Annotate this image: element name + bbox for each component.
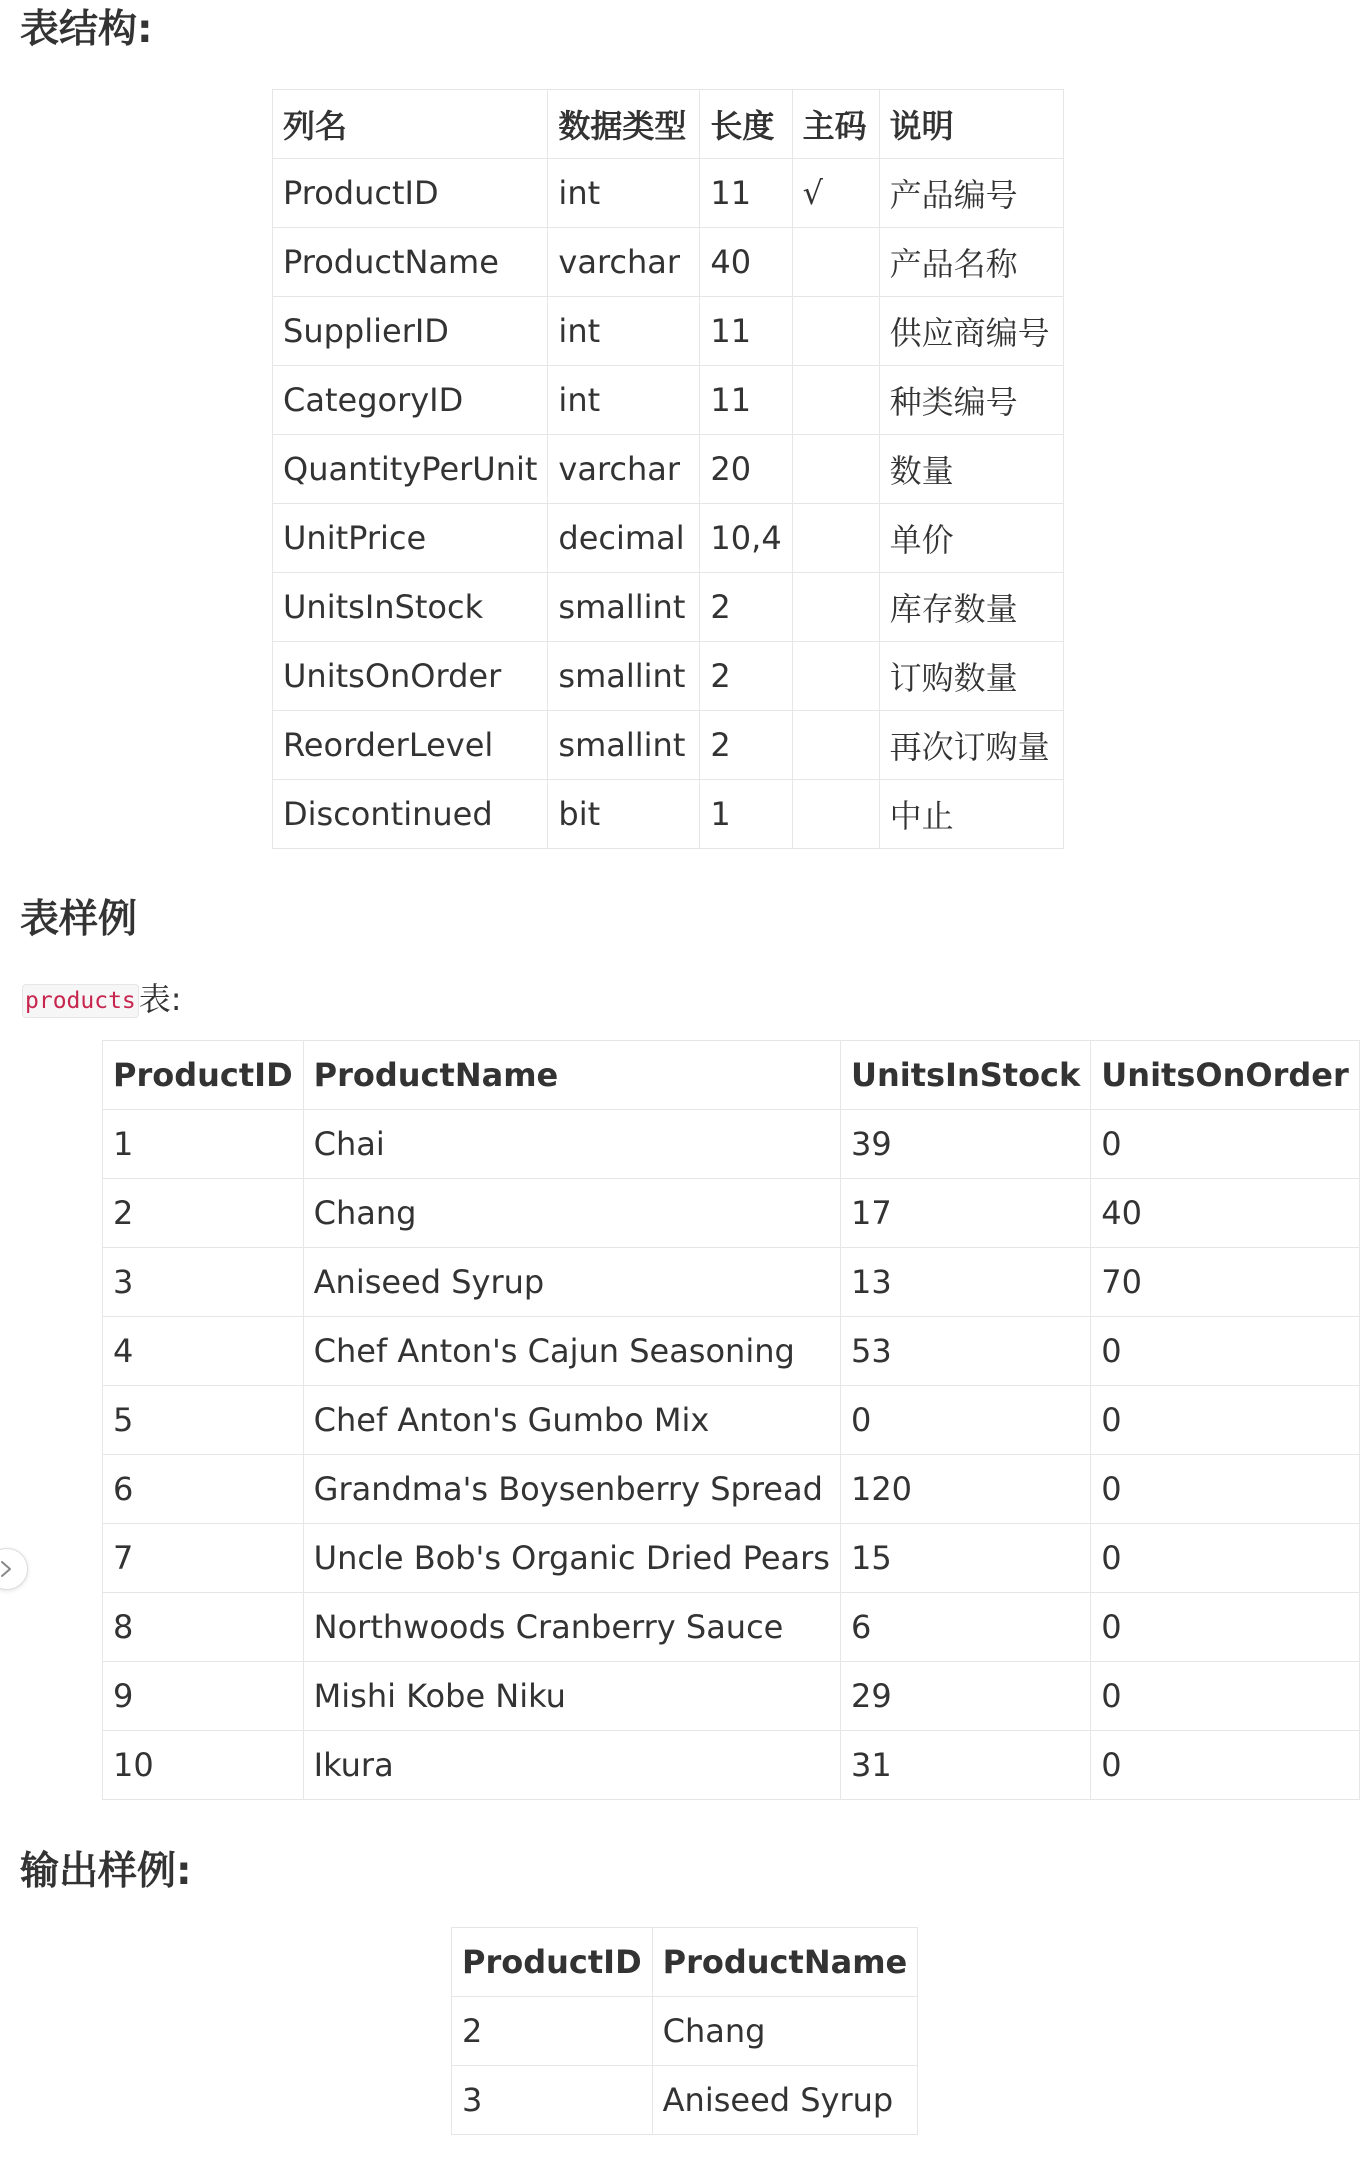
caption-suffix: 表:: [138, 980, 182, 1018]
table-cell: Uncle Bob's Organic Dried Pears: [303, 1524, 840, 1593]
table-cell: 2: [103, 1179, 304, 1248]
table-row: [452, 2066, 918, 2135]
table-cell: Chai: [303, 1110, 840, 1179]
table-cell: 0: [1091, 1662, 1359, 1731]
table-row: [273, 642, 1064, 711]
table-cell: Ikura: [303, 1731, 840, 1800]
table-row: [103, 1386, 1360, 1455]
table-cell: varchar: [548, 228, 700, 297]
table-row: [103, 1179, 1360, 1248]
table-cell: 40: [1091, 1179, 1359, 1248]
table-cell: 0: [1091, 1455, 1359, 1524]
sample-table: [102, 1040, 1360, 1800]
table-cell: ProductName: [273, 228, 548, 297]
table-cell: 0: [1091, 1317, 1359, 1386]
table-cell: 10,4: [700, 504, 792, 573]
table-cell: [792, 228, 879, 297]
table-row: [273, 435, 1064, 504]
table-cell: Chang: [303, 1179, 840, 1248]
table-cell: [792, 297, 879, 366]
table-row: [273, 711, 1064, 780]
table-cell: 库存数量: [879, 573, 1063, 642]
header-cell: 长度: [700, 90, 792, 159]
header-cell: UnitsOnOrder: [1091, 1041, 1359, 1110]
table-cell: 0: [1091, 1524, 1359, 1593]
table-cell: 7: [103, 1524, 304, 1593]
table-cell: 供应商编号: [879, 297, 1063, 366]
table-cell: bit: [548, 780, 700, 849]
table-cell: [792, 366, 879, 435]
table-cell: Aniseed Syrup: [303, 1248, 840, 1317]
output-table: [451, 1927, 918, 2135]
table-cell: Chef Anton's Gumbo Mix: [303, 1386, 840, 1455]
header-cell: 数据类型: [548, 90, 700, 159]
table-cell: int: [548, 366, 700, 435]
table-cell: 39: [840, 1110, 1090, 1179]
output-heading: 输出样例:: [20, 1849, 192, 1894]
table-cell: Aniseed Syrup: [652, 2066, 918, 2135]
table-cell: [792, 711, 879, 780]
table-cell: 11: [700, 159, 792, 228]
table-cell: UnitPrice: [273, 504, 548, 573]
table-cell: 120: [840, 1455, 1090, 1524]
table-cell: [792, 435, 879, 504]
table-cell: 0: [1091, 1386, 1359, 1455]
table-cell: 2: [700, 711, 792, 780]
table-cell: 20: [700, 435, 792, 504]
table-cell: 产品编号: [879, 159, 1063, 228]
header-cell: 列名: [273, 90, 548, 159]
table-cell: 2: [700, 573, 792, 642]
table-cell: 订购数量: [879, 642, 1063, 711]
table-row: [103, 1110, 1360, 1179]
table-header-row: [452, 1928, 918, 1997]
chevron-right-icon: [0, 1559, 13, 1579]
table-cell: varchar: [548, 435, 700, 504]
table-row: [103, 1248, 1360, 1317]
table-cell: 17: [840, 1179, 1090, 1248]
table-row: [103, 1317, 1360, 1386]
table-cell: 再次订购量: [879, 711, 1063, 780]
header-cell: ProductID: [452, 1928, 653, 1997]
table-row: [273, 780, 1064, 849]
header-cell: 说明: [879, 90, 1063, 159]
header-cell: 主码: [792, 90, 879, 159]
sample-heading: 表样例: [20, 897, 138, 942]
table-cell: 数量: [879, 435, 1063, 504]
table-row: [273, 297, 1064, 366]
table-cell: 6: [840, 1593, 1090, 1662]
structure-heading: 表结构:: [20, 7, 153, 52]
table-row: [103, 1524, 1360, 1593]
table-cell: 2: [700, 642, 792, 711]
table-cell: 3: [103, 1248, 304, 1317]
table-cell: decimal: [548, 504, 700, 573]
table-cell: UnitsInStock: [273, 573, 548, 642]
table-row: [273, 504, 1064, 573]
table-header-row: [103, 1041, 1360, 1110]
table-cell: Chef Anton's Cajun Seasoning: [303, 1317, 840, 1386]
table-cell: 0: [1091, 1593, 1359, 1662]
table-row: [273, 228, 1064, 297]
table-cell: 1: [103, 1110, 304, 1179]
table-cell: 5: [103, 1386, 304, 1455]
table-row: [273, 573, 1064, 642]
table-cell: 种类编号: [879, 366, 1063, 435]
table-row: [103, 1662, 1360, 1731]
table-row: [103, 1731, 1360, 1800]
table-cell: smallint: [548, 711, 700, 780]
table-cell: 2: [452, 1997, 653, 2066]
table-cell: Chang: [652, 1997, 918, 2066]
header-cell: UnitsInStock: [840, 1041, 1090, 1110]
table-cell: ReorderLevel: [273, 711, 548, 780]
table-cell: 11: [700, 366, 792, 435]
table-cell: UnitsOnOrder: [273, 642, 548, 711]
table-cell: int: [548, 159, 700, 228]
table-cell: 29: [840, 1662, 1090, 1731]
table-cell: 11: [700, 297, 792, 366]
table-cell: √: [792, 159, 879, 228]
table-row: [273, 159, 1064, 228]
table-header-row: [273, 90, 1064, 159]
table-cell: Grandma's Boysenberry Spread: [303, 1455, 840, 1524]
table-cell: 8: [103, 1593, 304, 1662]
table-cell: Discontinued: [273, 780, 548, 849]
table-name-code: products: [22, 984, 139, 1018]
table-row: [452, 1997, 918, 2066]
table-cell: 产品名称: [879, 228, 1063, 297]
table-cell: Mishi Kobe Niku: [303, 1662, 840, 1731]
table-cell: [792, 504, 879, 573]
structure-table: [272, 89, 1064, 849]
table-cell: 6: [103, 1455, 304, 1524]
table-cell: [792, 573, 879, 642]
table-cell: 3: [452, 2066, 653, 2135]
table-cell: [792, 780, 879, 849]
table-cell: 53: [840, 1317, 1090, 1386]
table-row: [103, 1455, 1360, 1524]
table-cell: QuantityPerUnit: [273, 435, 548, 504]
table-cell: 15: [840, 1524, 1090, 1593]
table-cell: 0: [840, 1386, 1090, 1455]
table-cell: 4: [103, 1317, 304, 1386]
table-cell: int: [548, 297, 700, 366]
table-cell: 31: [840, 1731, 1090, 1800]
table-cell: 9: [103, 1662, 304, 1731]
table-cell: ProductID: [273, 159, 548, 228]
table-cell: smallint: [548, 642, 700, 711]
table-cell: 单价: [879, 504, 1063, 573]
table-cell: 40: [700, 228, 792, 297]
header-cell: ProductID: [103, 1041, 304, 1110]
table-row: [103, 1593, 1360, 1662]
table-cell: 0: [1091, 1110, 1359, 1179]
table-cell: 13: [840, 1248, 1090, 1317]
header-cell: ProductName: [652, 1928, 918, 1997]
table-row: [273, 366, 1064, 435]
table-cell: SupplierID: [273, 297, 548, 366]
table-cell: 中止: [879, 780, 1063, 849]
table-cell: 70: [1091, 1248, 1359, 1317]
table-cell: 0: [1091, 1731, 1359, 1800]
table-cell: [792, 642, 879, 711]
collapse-toggle-button[interactable]: [0, 1548, 28, 1590]
table-cell: Northwoods Cranberry Sauce: [303, 1593, 840, 1662]
table-cell: CategoryID: [273, 366, 548, 435]
table-cell: smallint: [548, 573, 700, 642]
table-cell: 1: [700, 780, 792, 849]
table-cell: 10: [103, 1731, 304, 1800]
sample-caption: [22, 980, 182, 1018]
header-cell: ProductName: [303, 1041, 840, 1110]
